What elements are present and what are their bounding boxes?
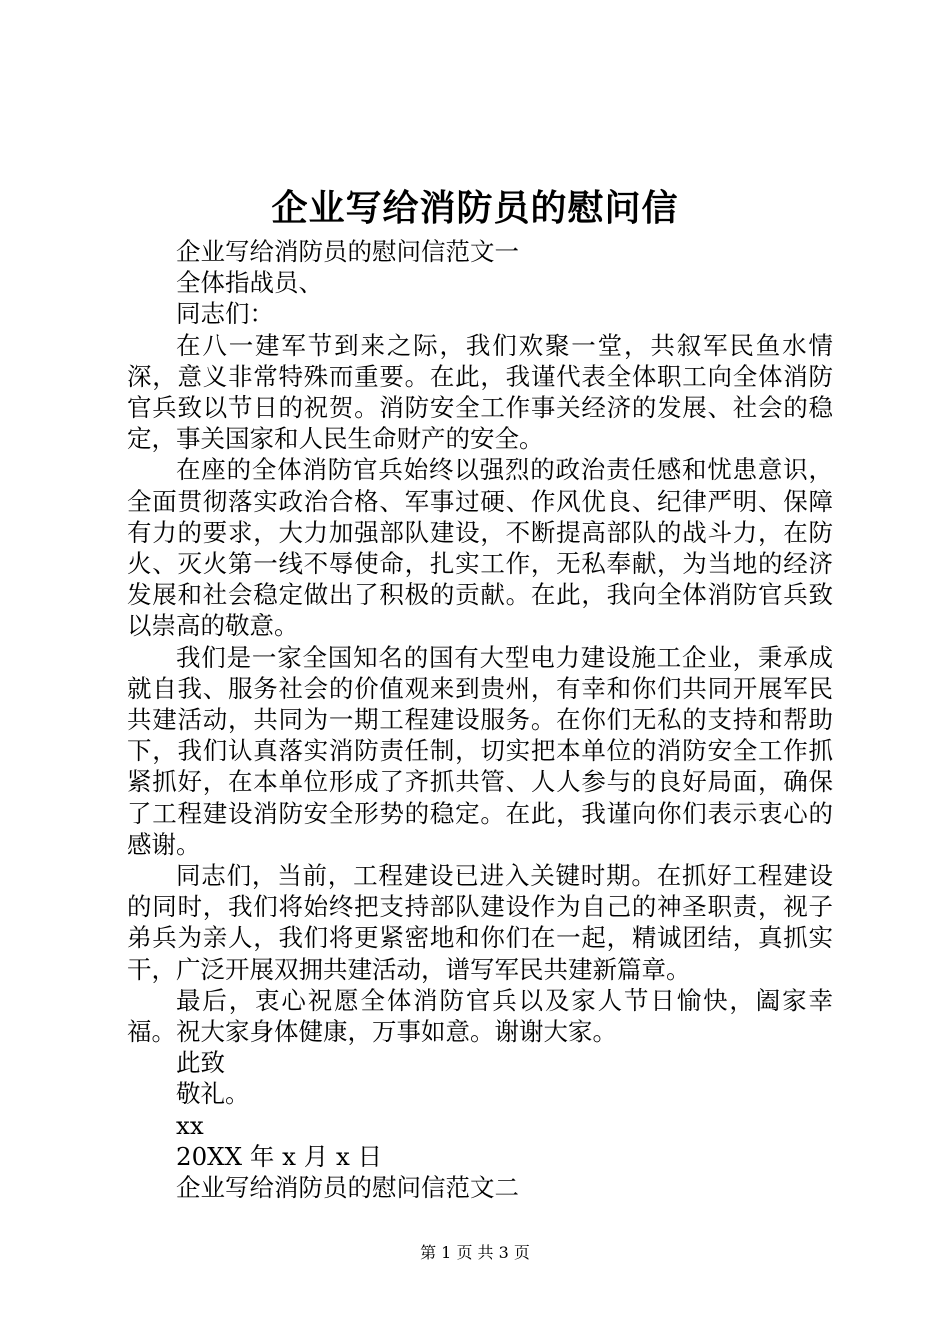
- page-number-footer: 第 1 页 共 3 页: [420, 1243, 530, 1262]
- closing-line-1: 此致: [176, 1048, 225, 1078]
- signature: xx: [176, 1110, 204, 1140]
- document-body: [127, 236, 833, 1203]
- sample-heading-1: 企业写给消防员的慰问信范文一: [176, 237, 519, 266]
- letter-date: 20XX 年 x 月 x 日: [176, 1141, 383, 1171]
- document-title: 企业写给消防员的慰问信: [271, 187, 679, 229]
- body-paragraph: 我们是一家全国知名的国有大型电力建设施工企业，秉承成就自我、服务社会的价值观来到贵州，有幸和你们共同开展军民共建活动，共同为一期工程建设服务。在你们无私的支持和帮助下，我们认真落实消防责任制，切实把本单位的消防安全工作抓紧抓好，在本单位形成了齐抓共管、人人参与的良好局面，确保了工程建设消防安全形势的稳定。在此，我谨向你们表示衷心的感谢。: [127, 642, 833, 859]
- body-paragraph: 最后，衷心祝愿全体消防官兵以及家人节日愉快，阖家幸福。祝大家身体健康，万事如意。谢谢大家。: [127, 985, 833, 1047]
- body-paragraph: 在座的全体消防官兵始终以强烈的政治责任感和忧患意识，全面贯彻落实政治合格、军事过硬、作风优良、纪律严明、保障有力的要求，大力加强部队建设，不断提高部队的战斗力，在防火、灭火第一线不辱使命，扎实工作，无私奉献，为当地的经济发展和社会稳定做出了积极的贡献。在此，我向全体消防官兵致以崇高的敬意。: [127, 455, 833, 641]
- salutation-line-2: 同志们：: [176, 299, 274, 329]
- salutation-line-1: 全体指战员、: [176, 268, 323, 298]
- sample-heading-2: 企业写给消防员的慰问信范文二: [176, 1173, 519, 1203]
- body-paragraph: 同志们，当前，工程建设已进入关键时期。在抓好工程建设的同时，我们将始终把支持部队建设作为自己的神圣职责，视子弟兵为亲人，我们将更紧密地和你们在一起，精诚团结，真抓实干，广泛开展双拥共建活动，谱写军民共建新篇章。: [127, 861, 833, 984]
- body-paragraph: 在八一建军节到来之际，我们欢聚一堂，共叙军民鱼水情深，意义非常特殊而重要。在此，我谨代表全体职工向全体消防官兵致以节日的祝贺。消防安全工作事关经济的发展、社会的稳定，事关国家和人民生命财产的安全。: [127, 330, 833, 454]
- closing-line-2: 敬礼。: [176, 1079, 250, 1109]
